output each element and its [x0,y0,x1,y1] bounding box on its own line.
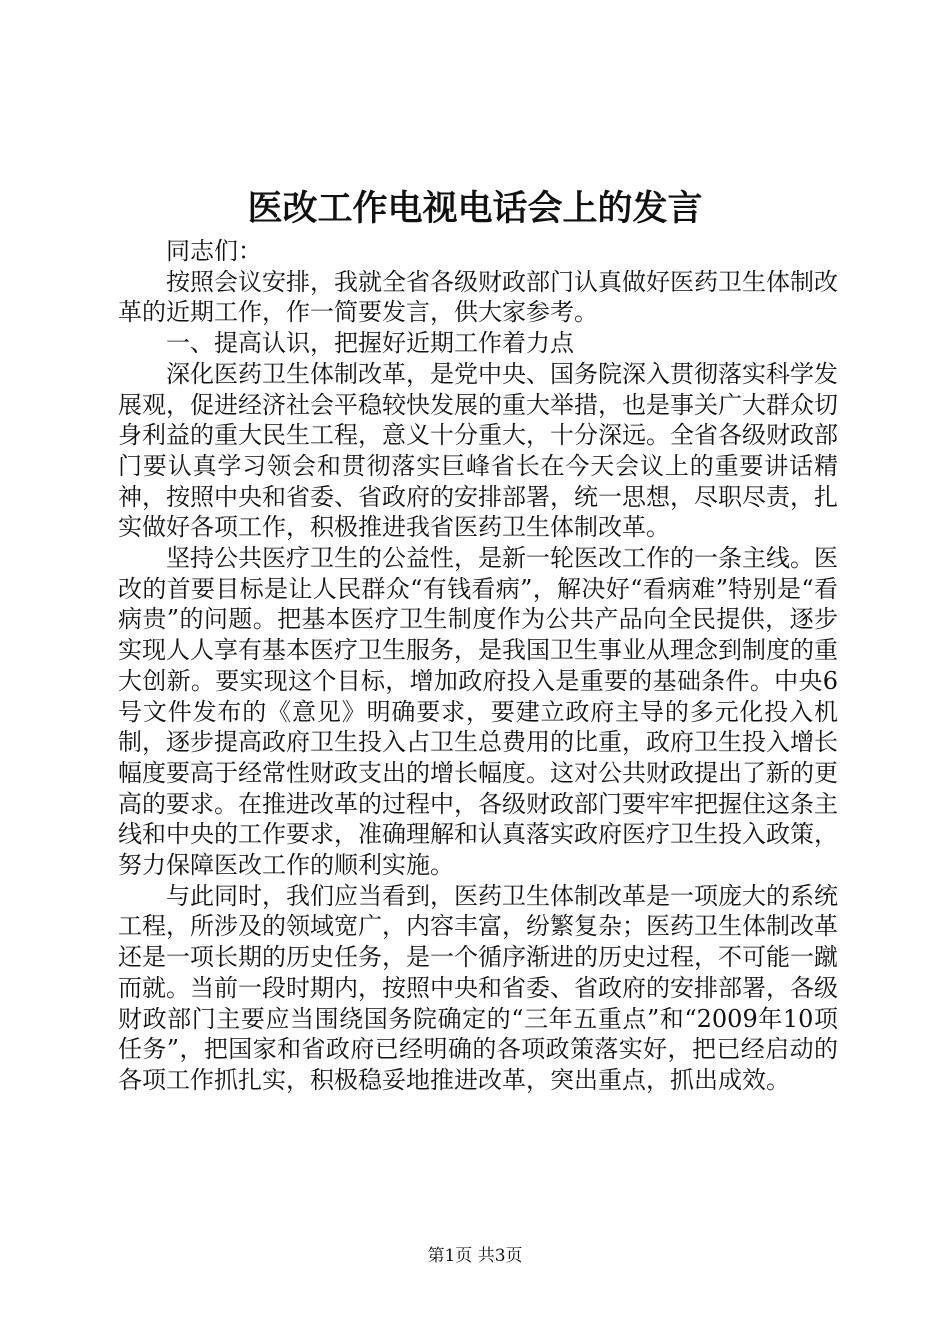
paragraph: 与此同时，我们应当看到，医药卫生体制改革是一项庞大的系统工程，所涉及的领域宽广，内容丰富，纷繁复杂；医药卫生体制改革还是一项长期的历史任务，是一个循序渐进的历史过程，不可能一蹴而就。当前一段时期内，按照中央和省委、省政府的安排部署，各级财政部门主要应当围绕国务院确定的“三年五重点”和“2009年10项任务”，把国家和省政府已经明确的各项政策落实好，把已经启动的各项工作抓扎实，积极稳妥地推进改革，突出重点，抓出成效。 [118,881,838,1094]
paragraph: 深化医药卫生体制改革，是党中央、国务院深入贯彻落实科学发展观，促进经济社会平稳较快发展的重大举措，也是事关广大群众切身利益的重大民生工程，意义十分重大，十分深远。全省各级财政部门要认真学习领会和贯彻落实巨峰省长在今天会议上的重要讲话精神，按照中央和省委、省政府的安排部署，统一思想，尽职尽责，扎实做好各项工作，积极推进我省医药卫生体制改革。 [118,359,838,542]
salutation: 同志们： [166,237,262,265]
page-footer: 第1页 共3页 [427,1246,523,1266]
paragraph-intro: 按照会议安排，我就全省各级财政部门认真做好医药卫生体制改革的近期工作，作一简要发言，供大家参考。 [118,267,838,327]
section-heading: 一、提高认识，把握好近期工作着力点 [166,329,574,358]
document-title: 医改工作电视电话会上的发言 [247,188,703,229]
document-body [118,236,838,1096]
paragraph: 坚持公共医疗卫生的公益性，是新一轮医改工作的一条主线。医改的首要目标是让人民群众“有钱看病”，解决好“看病难”特别是“看病贵”的问题。把基本医疗卫生制度作为公共产品向全民提供，逐步实现人人享有基本医疗卫生服务，是我国卫生事业从理念到制度的重大创新。要实现这个目标，增加政府投入是重要的基础条件。中央6号文件发布的《意见》明确要求，要建立政府主导的多元化投入机制，逐步提高政府卫生投入占卫生总费用的比重，政府卫生投入增长幅度要高于经常性财政支出的增长幅度。这对公共财政提出了新的更高的要求。在推进改革的过程中，各级财政部门要牢牢把握住这条主线和中央的工作要求，准确理解和认真落实政府医疗卫生投入政策，努力保障医改工作的顺利实施。 [118,544,838,880]
